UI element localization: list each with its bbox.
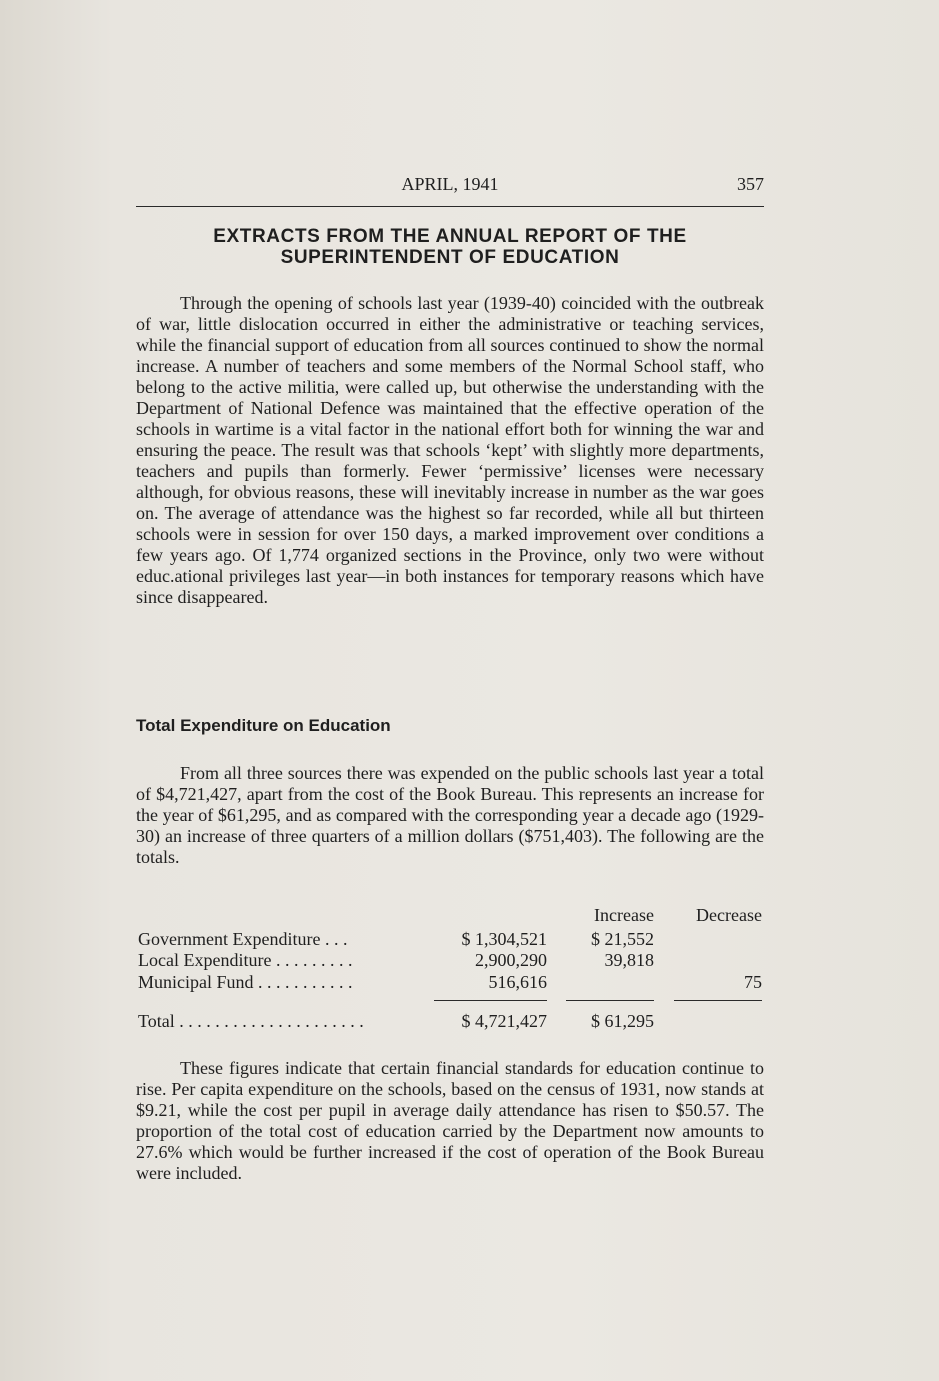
row-decrease-municipal: 75 bbox=[744, 972, 762, 992]
row-increase-government: $ 21,552 bbox=[591, 929, 654, 949]
column-header-decrease: Decrease bbox=[696, 905, 762, 925]
paragraph-intro: Through the opening of schools last year (1939-40) coincided with the outbreak of war, little dislocation occurred in either the administrative or teaching services, while the financial support of education from all sources continued to show the normal increase. A number of teachers and some members of the Normal School staff, who belong to the active militia, were called up, but otherwise the understanding with the Department of National Defence was maintained that the effective operation of the schools in wartime is a vital factor in the national effort both for winning the war and ensuring the peace. The result was that schools ‘kept’ with slightly more departments, teachers and pupils than formerly. Fewer ‘permissive’ licenses were necessary although, for obvious reasons, these will inevitably increase in number as the war goes on. The average of attendance was the highest so far recorded, while all but thirteen schools were in session for over 150 days, a marked improvement over conditions a few years ago. Of 1,774 organized sections in the Province, only two were without educ.ational privileges last year—in both instances for temporary reasons which have since disappeared. bbox=[136, 293, 764, 607]
row-label-municipal: Municipal Fund . . . . . . . . . . . bbox=[138, 972, 353, 992]
row-label-government: Government Expenditure . . . bbox=[138, 929, 348, 949]
paragraph-expenditure: From all three sources there was expended on the public schools last year a total of $4,721,427, apart from the cost of the Book Bureau. This represents an increase for the year of $61,295, and as compared with the corresponding year a decade ago (1929-30) an increase of three quarters of a million dollars ($751,403). The following are the totals. bbox=[136, 763, 764, 867]
article-title-line-2: SUPERINTENDENT OF EDUCATION bbox=[280, 247, 620, 268]
total-rule-increase bbox=[566, 1000, 654, 1001]
section-heading: Total Expenditure on Education bbox=[136, 716, 391, 735]
column-header-increase: Increase bbox=[594, 905, 654, 925]
paragraph-standards: These figures indicate that certain financial standards for education continue to rise. Per capita expenditure on the schools, based on the census of 1931, now stands at $9.21, while the cost per pupil in average daily attendance has risen to $50.57. The proportion of the total cost of education carried by the Department now amounts to 27.6% which would be further increased if the cost of operation of the Book Bureau were included. bbox=[136, 1058, 764, 1183]
row-amount-municipal: 516,616 bbox=[488, 972, 547, 992]
expenditure-table bbox=[138, 905, 766, 1035]
total-label: Total . . . . . . . . . . . . . . . . . . . . . bbox=[138, 1011, 364, 1031]
total-amount: $ 4,721,427 bbox=[461, 1011, 547, 1031]
header-rule bbox=[136, 206, 764, 207]
article-title-line-1: EXTRACTS FROM THE ANNUAL REPORT OF THE bbox=[213, 226, 687, 247]
total-rule-amount bbox=[434, 1000, 547, 1001]
running-title: APRIL, 1941 bbox=[401, 174, 499, 194]
total-rule-decrease bbox=[674, 1000, 762, 1001]
row-amount-government: $ 1,304,521 bbox=[461, 929, 547, 949]
running-head bbox=[136, 174, 764, 198]
article-title bbox=[136, 226, 764, 268]
page-number: 357 bbox=[737, 174, 764, 194]
row-label-local: Local Expenditure . . . . . . . . . bbox=[138, 950, 353, 970]
row-increase-local: 39,818 bbox=[604, 950, 654, 970]
row-amount-local: 2,900,290 bbox=[475, 950, 547, 970]
total-increase: $ 61,295 bbox=[591, 1011, 654, 1031]
